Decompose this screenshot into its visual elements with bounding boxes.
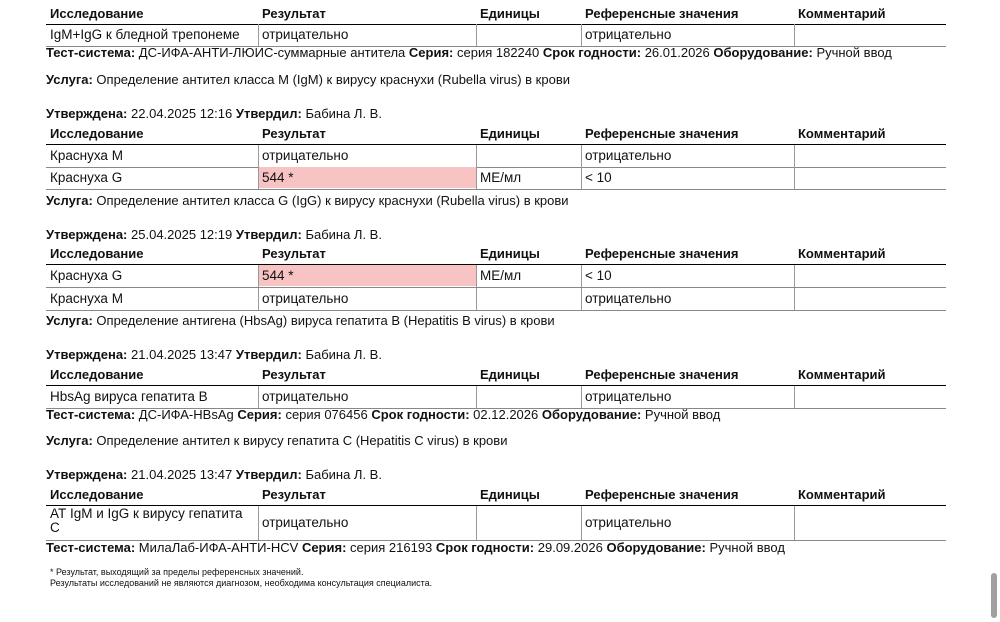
header-comment: Комментарий xyxy=(798,487,886,502)
header-units: Единицы xyxy=(480,6,540,21)
header-comment: Комментарий xyxy=(798,126,886,141)
cell-reference: отрицательно xyxy=(585,389,672,404)
cell-reference: отрицательно xyxy=(585,515,672,530)
cell-study: IgM+IgG к бледной трепонеме xyxy=(50,27,240,42)
header-reference: Референсные значения xyxy=(585,367,739,382)
header-reference: Референсные значения xyxy=(585,246,739,261)
table-row xyxy=(46,506,946,541)
table-row xyxy=(46,167,946,190)
test-system-line: Тест-система: ДС-ИФА-HBsAg Серия: серия 076456 Срок годности: 02.12.2026 Оборудование: Ручной ввод xyxy=(46,407,721,422)
cell-study: Краснуха M xyxy=(50,291,123,306)
cell-result: отрицательно xyxy=(262,148,349,163)
scrollbar-thumb[interactable] xyxy=(991,573,997,618)
header-comment: Комментарий xyxy=(798,246,886,261)
service-line: Услуга: Определение антител к вирусу гепатита С (Hepatitis C virus) в крови xyxy=(46,433,508,448)
cell-result: отрицательно xyxy=(262,27,349,42)
table-row xyxy=(46,386,946,409)
table-header xyxy=(46,487,946,506)
cell-result: 544 * xyxy=(262,170,294,185)
approval-line: Утверждена: 25.04.2025 12:19 Утвердил: Бабина Л. В. xyxy=(46,227,382,242)
table-header xyxy=(46,126,946,145)
header-study: Исследование xyxy=(50,246,144,261)
header-result: Результат xyxy=(262,367,326,382)
test-system-line: Тест-система: ДС-ИФА-АНТИ-ЛЮИС-суммарные антитела Серия: серия 182240 Срок годности: 26.01.2026 Оборудование: Ручной ввод xyxy=(46,45,892,60)
cell-result: отрицательно xyxy=(262,291,349,306)
service-line: Услуга: Определение антител класса М (IgM) к вирусу краснухи (Rubella virus) в крови xyxy=(46,72,570,87)
header-reference: Референсные значения xyxy=(585,126,739,141)
table-header xyxy=(46,246,946,265)
approval-line: Утверждена: 21.04.2025 13:47 Утвердил: Бабина Л. В. xyxy=(46,467,382,482)
cell-study: HbsAg вируса гепатита В xyxy=(50,389,208,404)
header-result: Результат xyxy=(262,246,326,261)
header-study: Исследование xyxy=(50,367,144,382)
table-header xyxy=(46,367,946,386)
table-row xyxy=(46,145,946,168)
header-comment: Комментарий xyxy=(798,367,886,382)
header-comment: Комментарий xyxy=(798,6,886,21)
cell-reference: отрицательно xyxy=(585,291,672,306)
table-row xyxy=(46,288,946,311)
cell-units: МЕ/мл xyxy=(480,268,522,283)
header-reference: Референсные значения xyxy=(585,487,739,502)
header-reference: Референсные значения xyxy=(585,6,739,21)
cell-study: АТ IgM и IgG к вирусу гепатита С xyxy=(50,506,243,535)
cell-study: Краснуха M xyxy=(50,148,123,163)
header-result: Результат xyxy=(262,6,326,21)
cell-reference: отрицательно xyxy=(585,27,672,42)
header-units: Единицы xyxy=(480,487,540,502)
header-result: Результат xyxy=(262,487,326,502)
table-header xyxy=(46,6,946,25)
table-row xyxy=(46,24,946,47)
approval-line: Утверждена: 22.04.2025 12:16 Утвердил: Бабина Л. В. xyxy=(46,106,382,121)
cell-result: отрицательно xyxy=(262,515,349,530)
footnote-disclaimer: Результаты исследований не являются диагнозом, необходима консультация специалиста. xyxy=(50,578,433,588)
header-units: Единицы xyxy=(480,126,540,141)
cell-study: Краснуха G xyxy=(50,268,123,283)
cell-study: Краснуха G xyxy=(50,170,123,185)
approval-line: Утверждена: 21.04.2025 13:47 Утвердил: Бабина Л. В. xyxy=(46,347,382,362)
cell-result: отрицательно xyxy=(262,389,349,404)
cell-units: МЕ/мл xyxy=(480,170,522,185)
cell-reference: отрицательно xyxy=(585,148,672,163)
service-line: Услуга: Определение антител класса G (IgG) к вирусу краснухи (Rubella virus) в крови xyxy=(46,193,569,208)
service-line: Услуга: Определение антигена (HbsAg) вируса гепатита В (Hepatitis B virus) в крови xyxy=(46,313,555,328)
header-result: Результат xyxy=(262,126,326,141)
cell-result: 544 * xyxy=(262,268,294,283)
header-units: Единицы xyxy=(480,367,540,382)
footnote-abnormal: * Результат, выходящий за пределы референсных значений. xyxy=(50,567,304,577)
table-row xyxy=(46,265,946,288)
header-study: Исследование xyxy=(50,6,144,21)
header-study: Исследование xyxy=(50,487,144,502)
header-units: Единицы xyxy=(480,246,540,261)
cell-reference: < 10 xyxy=(585,170,612,185)
test-system-line: Тест-система: МилаЛаб-ИФА-АНТИ-HCV Серия: серия 216193 Срок годности: 29.09.2026 Оборудование: Ручной ввод xyxy=(46,540,785,555)
header-study: Исследование xyxy=(50,126,144,141)
cell-reference: < 10 xyxy=(585,268,612,283)
